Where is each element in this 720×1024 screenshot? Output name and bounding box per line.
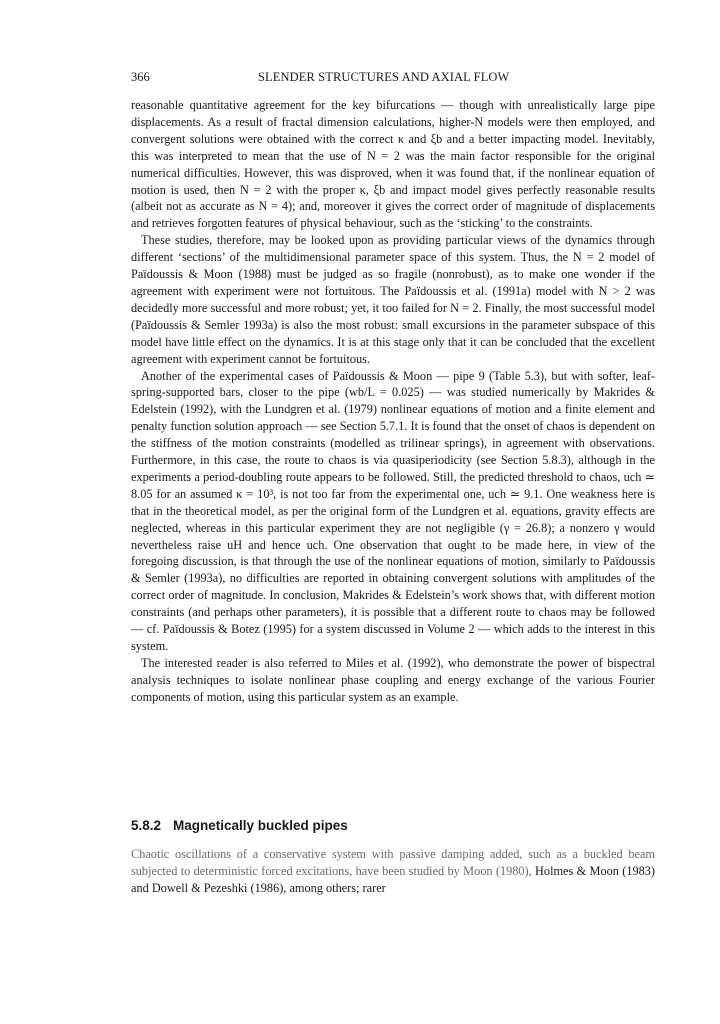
paragraph: Another of the experimental cases of Païdoussis & Moon — pipe 9 (Table 5.3), but with softer, leaf-spring-supported bars, closer to the pipe (wb/L = 0.025) — was studied numerically by Makrides & Edelstein (1992), with the Lundgren et al. (1979) nonlinear equations of motion and a finite element and penalty function solution approach — see Section 5.7.1. It is found that the onset of chaos is dependent on the stiffness of the motion constraints (modelled as trilinear springs), in agreement with observations. Furthermore, in this case, the route to chaos is via quasiperiodicity (see Section 5.8.3), although in the experiments a period-doubling route appears to be followed. Still, the predicted threshold to chaos, uch ≃ 8.05 for an assumed κ = 10³, is not too far from the experimental one, uch ≃ 9.1. One weakness here is that in the theoretical model, as per the original form of the Lundgren et al. equations, gravity effects are neglected, whereas in this particular experiment they are not negligible (γ = 26.8); a nonzero γ would nevertheless raise uH and hence uch. One observation that ought to be made here, in view of the foregoing discussion, is that through the use of the nonlinear equations of motion, similarly to Païdoussis & Semler (1993a), no difficulties are reported in obtaining convergent solutions with amplitudes of the correct order of magnitude. In conclusion, Makrides & Edelstein’s work shows that, with different motion constraints (and perhaps other parameters), it is possible that a different route to chaos may be followed — cf. Païdoussis & Botez (1995) for a system discussed in Volume 2 — which adds to the interest in this system. — [131, 368, 655, 653]
section-paragraph-lead: Chaotic oscillations of a conservative system with passive damping added, such as a buckled beam subjected to deterministic forced excitations, have been studied by Moon (1980), — [131, 847, 655, 878]
section-heading — [131, 818, 655, 833]
body-text — [131, 97, 655, 706]
section-title: Magnetically buckled pipes — [173, 818, 348, 833]
section-paragraph-rest: Holmes & Moon (1983) and Dowell & Pezeshki (1986), among others; rarer — [131, 864, 656, 895]
paragraph: These studies, therefore, may be looked upon as providing particular views of the dynamics through different ‘sections’ of the multidimensional parameter space of this system. Thus, the N = 2 model of Païdoussis & Moon (1988) must be judged as so fragile (nonrobust), as to make one wonder if the agreement with experiment were not fortuitous. The Païdoussis et al. (1991a) model with N > 2 was decidedly more successful and more robust; yet, it too failed for N = 2. Finally, the most successful model (Païdoussis & Semler 1993a) is also the most robust: small excursions in the parameter subspace of this model have little effect on the dynamics. It is at this stage only that it can be concluded that the excellent agreement with experiment cannot be fortuitous. — [131, 233, 655, 366]
page-number: 366 — [131, 70, 150, 84]
paragraph: reasonable quantitative agreement for the key bifurcations — though with unrealistically large pipe displacements. As a result of fractal dimension calculations, higher-N models were then employed, and convergent solutions were obtained with the correct κ and ξb and a better impacting model. Inevitably, this was interpreted to mean that the use of N = 2 was the main factor responsible for the original numerical difficulties. However, this was disproved, when it was found that, if the nonlinear equation of motion is used, then N = 2 with the proper κ, ξb and impact model gives perfectly reasonable results (albeit not as accurate as N = 4); and, moreover it gives the correct order of magnitude of displacements and retrieves forgotten features of physical behaviour, such as the ‘sticking’ to the constraints. — [131, 98, 655, 231]
running-title: SLENDER STRUCTURES AND AXIAL FLOW — [258, 70, 510, 84]
paragraph: The interested reader is also referred to Miles et al. (1992), who demonstrate the power of bispectral analysis techniques to isolate nonlinear phase coupling and energy exchange of the various Fourier components of motion, using this particular system as an example. — [131, 655, 655, 704]
section-paragraph — [131, 846, 655, 897]
section-number: 5.8.2 — [131, 818, 162, 833]
